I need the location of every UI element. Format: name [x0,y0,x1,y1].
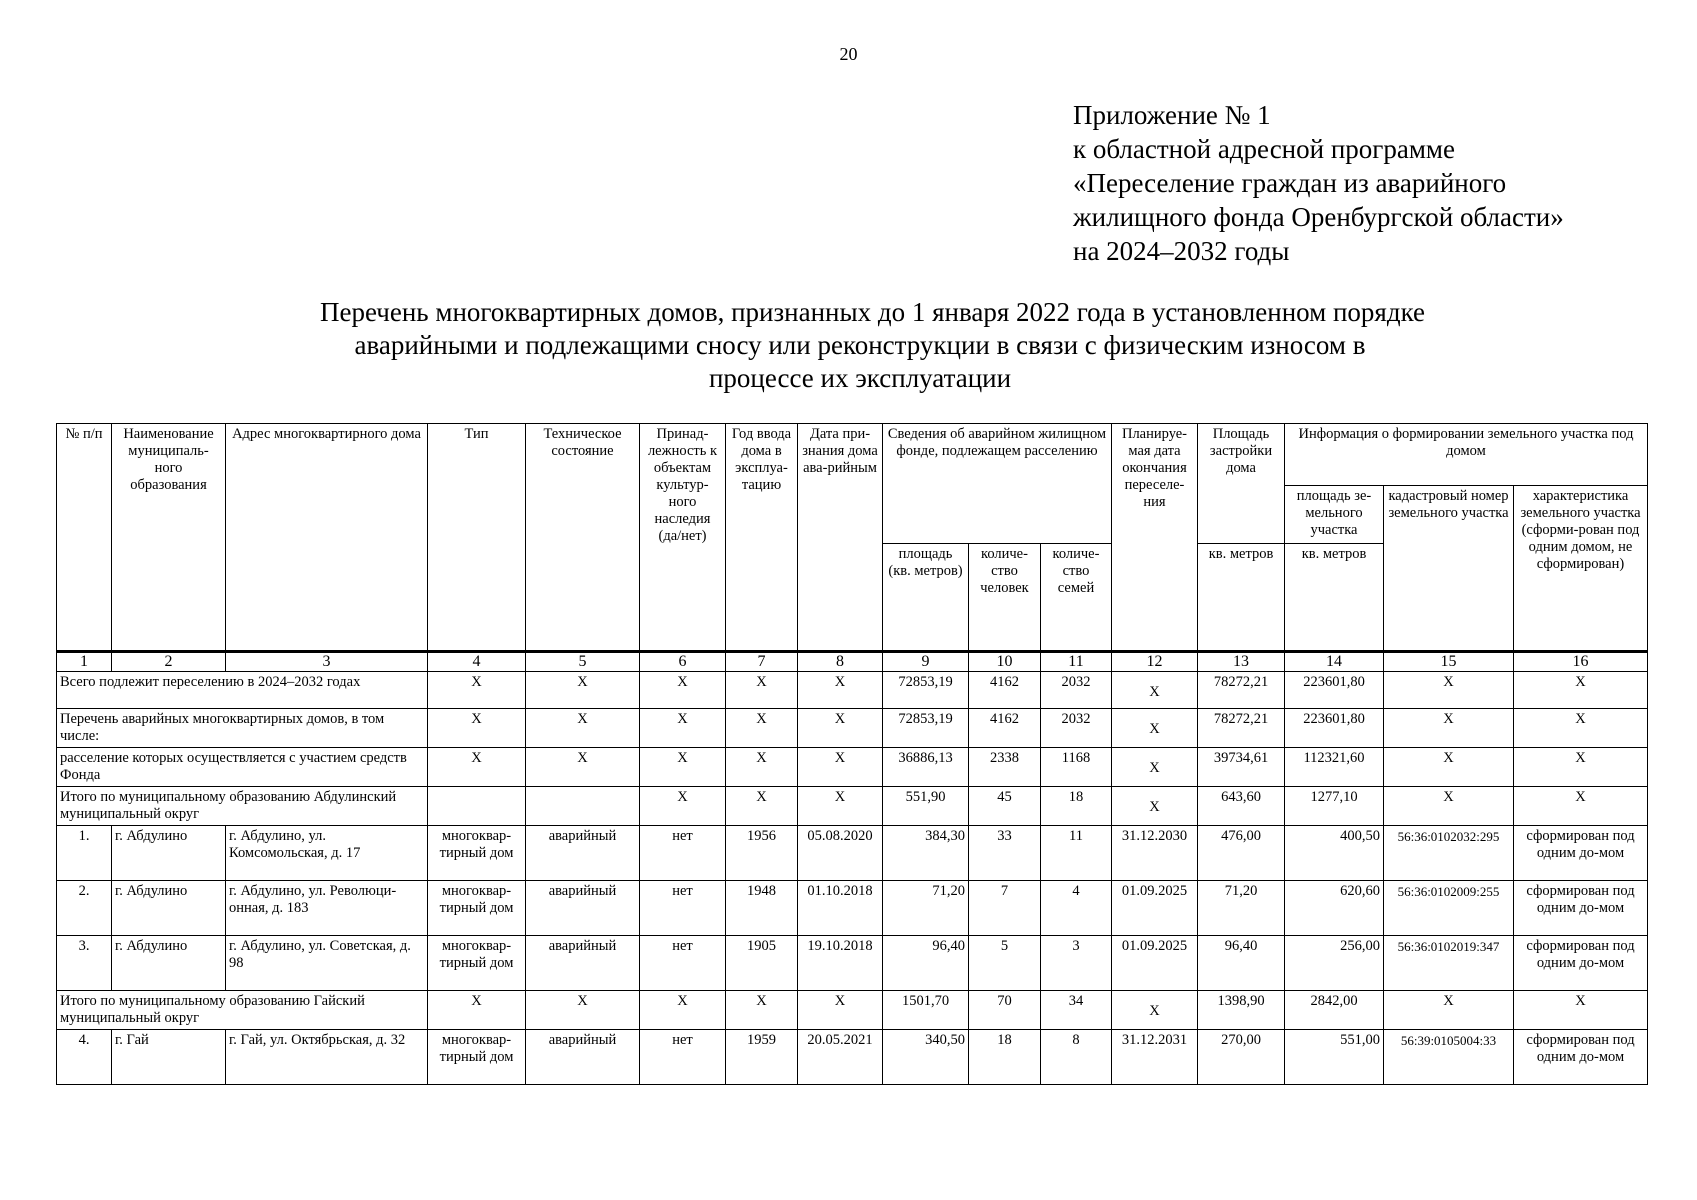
appendix-line: жилищного фонда Оренбургской области» [1073,202,1564,232]
summary-row [57,709,1648,748]
summary-cell: 39734,61 [1198,748,1285,787]
cell-state: аварийный [526,1030,640,1085]
cell-plan: 31.12.2030 [1112,826,1198,881]
table-row [57,826,1648,881]
summary-cell: X [428,709,526,748]
header-cell-land-unit: кв. метров [1285,544,1384,652]
summary-cell: 36886,13 [883,748,969,787]
summary-cell: 72853,19 [883,709,969,748]
cell-area: 71,20 [883,881,969,936]
cell-build: 96,40 [1198,936,1285,991]
cell-plan: 01.09.2025 [1112,881,1198,936]
summary-cell: 72853,19 [883,672,969,709]
summary-cell: X [1112,748,1198,787]
cell-mun: г. Абдулино [112,826,226,881]
summary-cell: X [526,991,640,1030]
cell-state: аварийный [526,881,640,936]
summary-cell: 78272,21 [1198,709,1285,748]
header-row [57,424,1648,486]
summary-cell: 70 [969,991,1041,1030]
cell-people: 33 [969,826,1041,881]
header-cell-address: Адрес многоквартирного дома [226,424,428,652]
cell-people: 7 [969,881,1041,936]
table-row [57,881,1648,936]
appendix-line: на 2024–2032 годы [1073,236,1290,266]
summary-cell: X [1112,672,1198,709]
summary-cell: 223601,80 [1285,709,1384,748]
column-number-row [57,652,1648,672]
summary-cell: 34 [1041,991,1112,1030]
cell-cad: 56:36:0102009:255 [1384,881,1514,936]
summary-cell: X [428,672,526,709]
summary-cell: 2032 [1041,709,1112,748]
column-number: 16 [1514,652,1648,672]
cell-char: сформирован под одним до-мом [1514,826,1648,881]
cell-date: 20.05.2021 [798,1030,883,1085]
summary-row [57,748,1648,787]
cell-year: 1959 [726,1030,798,1085]
summary-cell: X [798,672,883,709]
summary-cell: 112321,60 [1285,748,1384,787]
cell-families: 3 [1041,936,1112,991]
summary-cell: X [1514,991,1648,1030]
appendix-line: Приложение № 1 [1073,100,1271,130]
summary-cell: X [798,991,883,1030]
summary-cell: 643,60 [1198,787,1285,826]
summary-label: Всего подлежит переселению в 2024–2032 годах [57,672,428,709]
summary-cell: X [640,787,726,826]
column-number: 4 [428,652,526,672]
housing-table [56,423,1648,1085]
cell-no: 1. [57,826,112,881]
summary-cell: X [526,709,640,748]
column-number: 3 [226,652,428,672]
summary-label: расселение которых осуществляется с участием средств Фонда [57,748,428,787]
summary-cell: 2338 [969,748,1041,787]
header-cell-cadastral: кадастровый номер земельного участка [1384,486,1514,652]
cell-build: 270,00 [1198,1030,1285,1085]
summary-cell: 4162 [969,672,1041,709]
summary-cell: X [640,672,726,709]
appendix-line: к областной адресной программе [1073,134,1455,164]
header-cell-plan-date: Планируе-мая дата окончания переселе-ния [1112,424,1198,652]
header-cell-no: № п/п [57,424,112,652]
header-cell-families: количе-ство семей [1041,544,1112,652]
cell-year: 1948 [726,881,798,936]
title-line: процессе их эксплуатации [708,363,1012,393]
cell-people: 18 [969,1030,1041,1085]
summary-cell: X [1112,787,1198,826]
summary-cell: X [726,672,798,709]
cell-cad: 56:36:0102032:295 [1384,826,1514,881]
summary-cell: X [1112,991,1198,1030]
summary-cell: X [640,709,726,748]
cell-addr: г. Абдулино, ул. Комсомольская, д. 17 [226,826,428,881]
header-cell-build-area: Площадь застройки дома [1198,424,1285,544]
column-number: 6 [640,652,726,672]
column-number: 14 [1285,652,1384,672]
summary-cell: 45 [969,787,1041,826]
summary-cell: X [640,748,726,787]
cell-type: многоквар-тирный дом [428,936,526,991]
summary-cell: X [798,787,883,826]
header-cell-state: Техническое состояние [526,424,640,652]
column-number: 8 [798,652,883,672]
cell-type: многоквар-тирный дом [428,881,526,936]
cell-mun: г. Абдулино [112,936,226,991]
cell-families: 8 [1041,1030,1112,1085]
column-number: 10 [969,652,1041,672]
cell-land: 620,60 [1285,881,1384,936]
header-cell-year: Год ввода дома в эксплуа-тацию [726,424,798,652]
cell-families: 11 [1041,826,1112,881]
title-line: Перечень многоквартирных домов, признанных до 1 января 2022 года в установленном порядке [320,297,1426,327]
cell-type: многоквар-тирный дом [428,826,526,881]
cell-state: аварийный [526,826,640,881]
appendix-line: «Переселение граждан из аварийного [1073,168,1507,198]
header-cell-land-char: характеристика земельного участка (сформи-рован под одним домом, не сформирован) [1514,486,1648,652]
cell-date: 01.10.2018 [798,881,883,936]
summary-cell: X [640,991,726,1030]
summary-label: Перечень аварийных многоквартирных домов, в том числе: [57,709,428,748]
summary-cell: 2842,00 [1285,991,1384,1030]
summary-cell: X [1384,991,1514,1030]
title-line: аварийными и подлежащими сносу или реконструкции в связи с физическим износом в [354,330,1366,360]
summary-cell: X [1384,672,1514,709]
cell-land: 256,00 [1285,936,1384,991]
cell-date: 19.10.2018 [798,936,883,991]
cell-char: сформирован под одним до-мом [1514,881,1648,936]
cell-addr: г. Гай, ул. Октябрьская, д. 32 [226,1030,428,1085]
cell-heritage: нет [640,826,726,881]
summary-label: Итого по муниципальному образованию Гайский муниципальный округ [57,991,428,1030]
summary-cell: X [726,709,798,748]
summary-cell: 1398,90 [1198,991,1285,1030]
cell-type: многоквар-тирный дом [428,1030,526,1085]
column-number: 7 [726,652,798,672]
header-cell-heritage: Принад-лежность к объектам культур-ного наследия (да/нет) [640,424,726,652]
summary-cell: X [1112,709,1198,748]
cell-area: 96,40 [883,936,969,991]
summary-cell [428,787,526,826]
summary-cell: X [1384,709,1514,748]
table-row [57,936,1648,991]
header-cell-land-group: Информация о формировании земельного участка под домом [1285,424,1648,486]
header-cell-type: Тип [428,424,526,652]
column-number: 1 [57,652,112,672]
header-cell-municipality: Наименование муниципаль-ного образования [112,424,226,652]
group-total-row [57,787,1648,826]
cell-addr: г. Абдулино, ул. Революци-онная, д. 183 [226,881,428,936]
cell-plan: 31.12.2031 [1112,1030,1198,1085]
document-title [320,296,1426,395]
summary-label: Итого по муниципальному образованию Абдулинский муниципальный округ [57,787,428,826]
page-number: 20 [839,44,858,64]
group-total-row [57,991,1648,1030]
cell-cad: 56:39:0105004:33 [1384,1030,1514,1085]
cell-area: 384,30 [883,826,969,881]
table-row [57,1030,1648,1085]
cell-land: 400,50 [1285,826,1384,881]
header-cell-date: Дата при-знания дома ава-рийным [798,424,883,652]
cell-heritage: нет [640,881,726,936]
column-number: 13 [1198,652,1285,672]
cell-mun: г. Гай [112,1030,226,1085]
summary-cell: X [428,748,526,787]
summary-cell: 1501,70 [883,991,969,1030]
cell-cad: 56:36:0102019:347 [1384,936,1514,991]
summary-cell: 551,90 [883,787,969,826]
column-number: 9 [883,652,969,672]
summary-cell: 18 [1041,787,1112,826]
summary-cell: X [1514,748,1648,787]
cell-families: 4 [1041,881,1112,936]
cell-people: 5 [969,936,1041,991]
summary-cell: X [1384,787,1514,826]
summary-cell: X [526,748,640,787]
summary-cell: 1168 [1041,748,1112,787]
cell-build: 476,00 [1198,826,1285,881]
cell-no: 2. [57,881,112,936]
cell-heritage: нет [640,936,726,991]
summary-cell: X [526,672,640,709]
appendix-block [1073,98,1564,268]
summary-cell: X [726,991,798,1030]
header-cell-people: количе-ство человек [969,544,1041,652]
summary-cell: 4162 [969,709,1041,748]
column-number: 12 [1112,652,1198,672]
cell-land: 551,00 [1285,1030,1384,1085]
cell-char: сформирован под одним до-мом [1514,1030,1648,1085]
column-number: 2 [112,652,226,672]
summary-row [57,672,1648,709]
column-number: 5 [526,652,640,672]
header-cell-area: площадь (кв. метров) [883,544,969,652]
summary-cell: X [428,991,526,1030]
cell-mun: г. Абдулино [112,881,226,936]
summary-cell: X [1384,748,1514,787]
cell-addr: г. Абдулино, ул. Советская, д. 98 [226,936,428,991]
summary-cell: X [798,709,883,748]
cell-no: 3. [57,936,112,991]
cell-year: 1956 [726,826,798,881]
summary-cell: 223601,80 [1285,672,1384,709]
cell-no: 4. [57,1030,112,1085]
column-number: 15 [1384,652,1514,672]
column-number: 11 [1041,652,1112,672]
cell-heritage: нет [640,1030,726,1085]
header-cell-build-unit: кв. метров [1198,544,1285,652]
cell-plan: 01.09.2025 [1112,936,1198,991]
summary-cell: X [1514,709,1648,748]
summary-cell: X [726,787,798,826]
summary-cell: 2032 [1041,672,1112,709]
summary-cell: X [1514,787,1648,826]
summary-cell [526,787,640,826]
cell-area: 340,50 [883,1030,969,1085]
cell-state: аварийный [526,936,640,991]
summary-cell: X [726,748,798,787]
summary-cell: 1277,10 [1285,787,1384,826]
cell-year: 1905 [726,936,798,991]
header-cell-land-area: площадь зе-мельного участка [1285,486,1384,544]
summary-cell: X [1514,672,1648,709]
cell-build: 71,20 [1198,881,1285,936]
header-cell-fund-group: Сведения об аварийном жилищном фонде, подлежащем расселению [883,424,1112,544]
cell-date: 05.08.2020 [798,826,883,881]
cell-char: сформирован под одним до-мом [1514,936,1648,991]
summary-cell: 78272,21 [1198,672,1285,709]
summary-cell: X [798,748,883,787]
